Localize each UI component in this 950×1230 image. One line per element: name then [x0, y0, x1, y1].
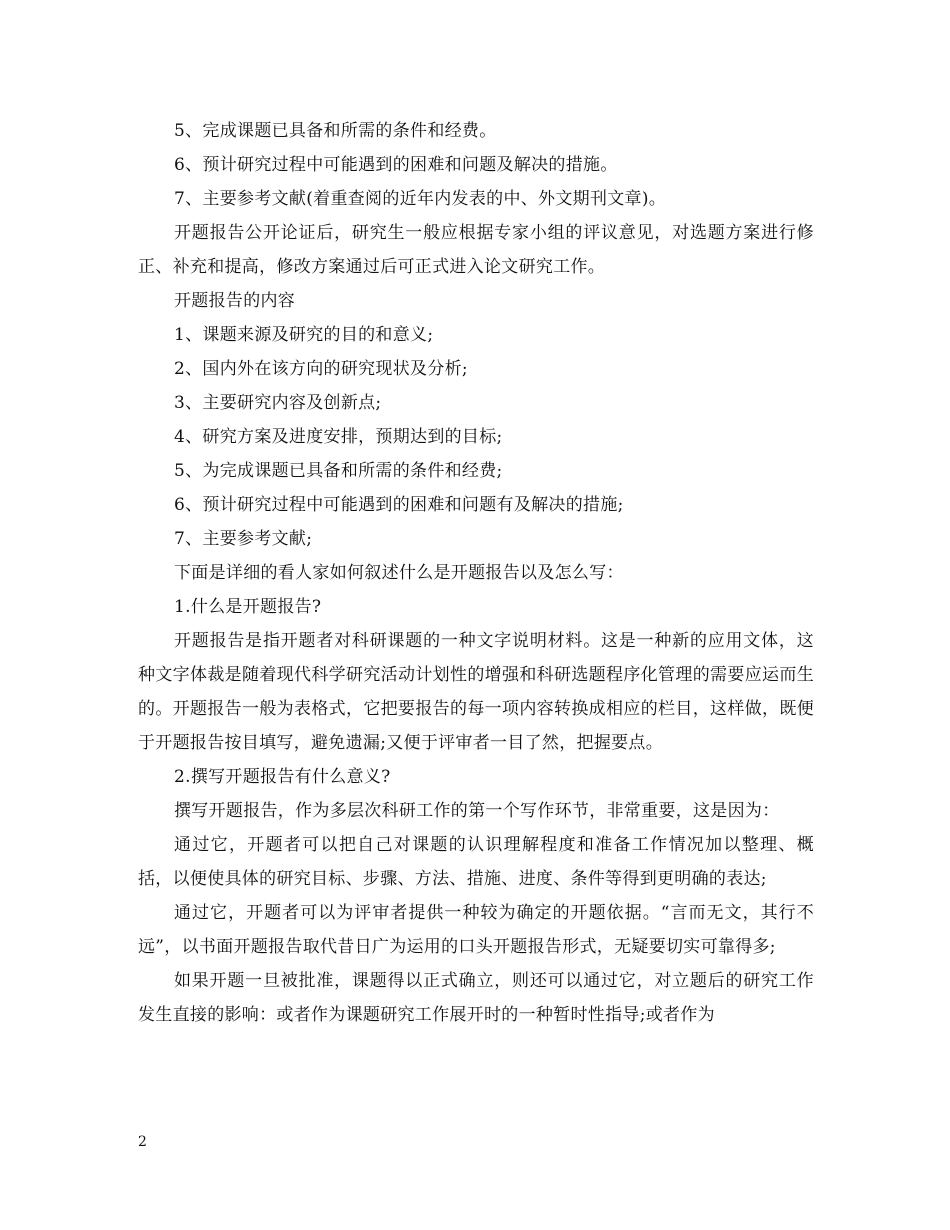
- list-item: 6、预计研究过程中可能遇到的困难和问题有及解决的措施;: [174, 495, 624, 515]
- list-item: 5、为完成课题已具备和所需的条件和经费;: [174, 461, 503, 481]
- list-item: 7、主要参考文献;: [174, 529, 313, 549]
- document-body: [138, 114, 814, 1032]
- list-item: 1、课题来源及研究的目的和意义;: [174, 325, 434, 345]
- list-item: 3、主要研究内容及创新点;: [174, 393, 382, 413]
- section-heading: 开题报告的内容: [174, 291, 296, 311]
- paragraph: 通过它，开题者可以为评审者提供一种较为确定的开题依据。“言而无文，其行不远”，以书面开题报告取代昔日广为运用的口头开题报告形式，无疑要切实可靠得多;: [138, 903, 814, 957]
- paragraph: 6、预计研究过程中可能遇到的困难和问题及解决的措施。: [174, 155, 618, 175]
- question-heading: 2.撰写开题报告有什么意义?: [174, 767, 391, 787]
- list-item: 4、研究方案及进度安排，预期达到的目标;: [174, 427, 503, 447]
- paragraph: 7、主要参考文献(着重查阅的近年内发表的中、外文期刊文章)。: [174, 189, 667, 209]
- page-number: 2: [138, 1134, 147, 1150]
- list-item: 2、国内外在该方向的研究现状及分析;: [174, 359, 468, 379]
- paragraph: 下面是详细的看人家如何叙述什么是开题报告以及怎么写：: [174, 563, 624, 583]
- paragraph: 撰写开题报告，作为多层次科研工作的第一个写作环节，非常重要，这是因为：: [174, 801, 780, 821]
- paragraph: 开题报告是指开题者对科研课题的一种文字说明材料。这是一种新的应用文体，这种文字体裁是随着现代科学研究活动计划性的增强和科研选题程序化管理的需要应运而生的。开题报告一般为表格式，它把要报告的每一项内容转换成相应的栏目，这样做，既便于开题报告按目填写，避免遗漏;又便于评审者一目了然，把握要点。: [138, 631, 814, 753]
- paragraph: 如果开题一旦被批准，课题得以正式确立，则还可以通过它，对立题后的研究工作发生直接的影响：或者作为课题研究工作展开时的一种暂时性指导;或者作为: [138, 971, 814, 1025]
- paragraph: 5、完成课题已具备和所需的条件和经费。: [174, 121, 497, 141]
- paragraph: 开题报告公开论证后，研究生一般应根据专家小组的评议意见，对选题方案进行修正、补充和提高，修改方案通过后可正式进入论文研究工作。: [138, 223, 814, 277]
- paragraph: 通过它，开题者可以把自己对课题的认识理解程度和准备工作情况加以整理、概括，以便使具体的研究目标、步骤、方法、措施、进度、条件等得到更明确的表达;: [138, 835, 814, 889]
- question-heading: 1.什么是开题报告?: [174, 597, 322, 617]
